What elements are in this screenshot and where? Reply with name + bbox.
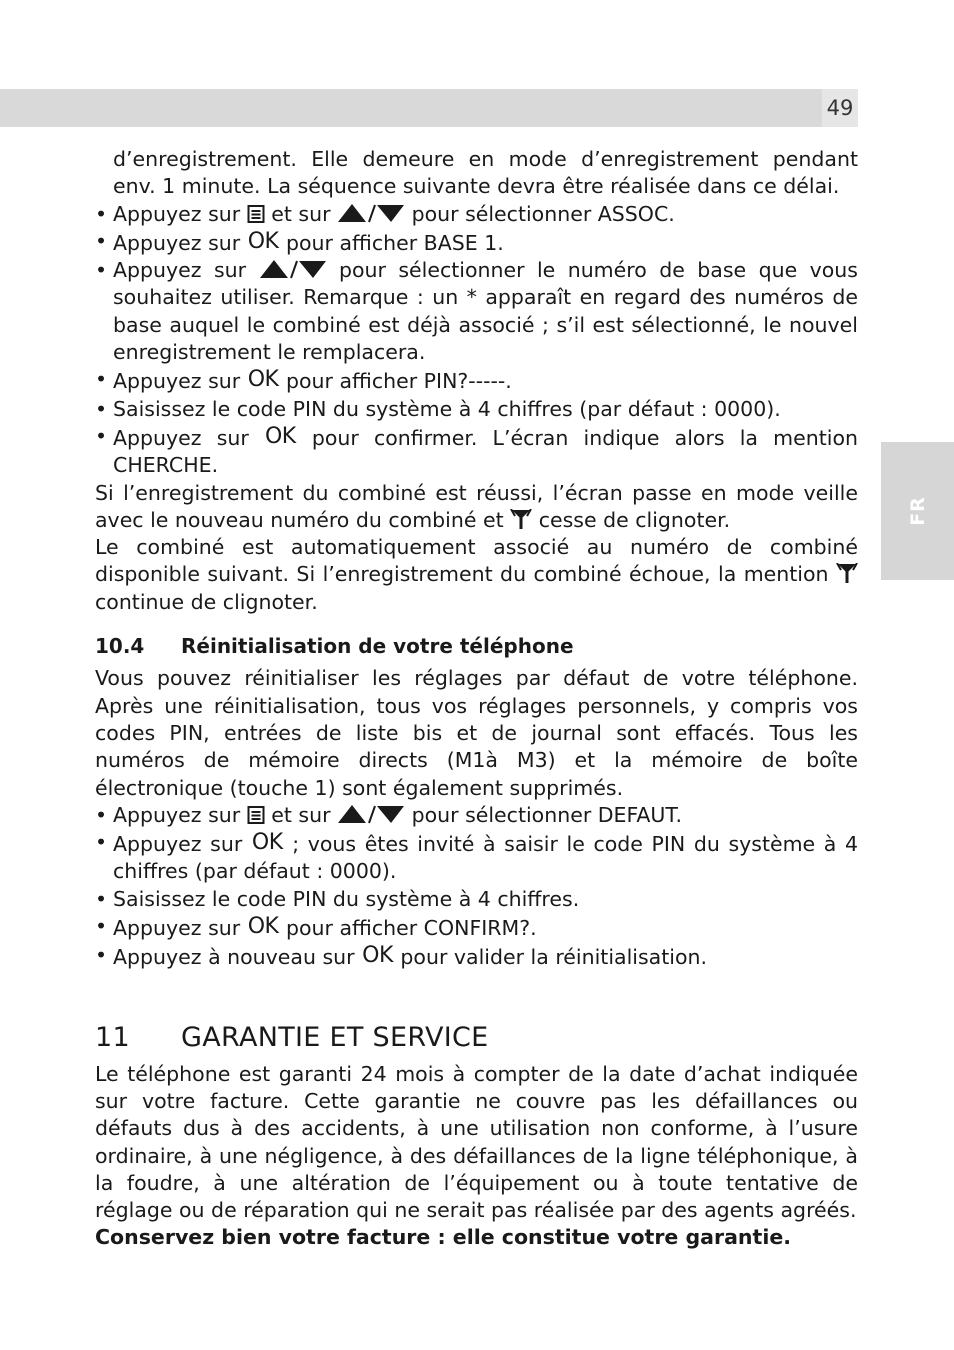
language-tab-label: FR: [906, 496, 929, 526]
chapter-number: 11: [95, 1021, 130, 1053]
chapter-heading-11: [95, 1021, 858, 1055]
list-item: • Appuyez sur OK pour afficher BASE 1.: [95, 228, 858, 257]
intro-paragraph: d’enregistrement. Elle demeure en mode d’enregistrement pendant env. 1 minute. La séquence suivante devra être réalisée dans ce délai.: [113, 147, 858, 199]
warranty-paragraph: Le téléphone est garanti 24 mois à compter de la date d’achat indiquée sur votre facture. Cette garantie ne couvre pas les défaillances ou défauts dus à des accidents, à une utilisation non conforme, à l’usure ordinaire, à une négligence, à des défaillances de la ligne téléphonique, à la foudre, à une altération de l’équipement ou à toute tentative de réglage ou de réparation qui ne serait pas réalisée par des agents agréés.: [95, 1061, 858, 1223]
ok-key-icon: OK: [247, 914, 279, 940]
list-item: • Appuyez sur pour sélectionner le numéro de base que vous souhaitez utiliser. Remarque : un * apparaît en regard des numéros de base auquel le combiné est déjà associé ; s’il est sélectionné, le nouvel enregistrement le remplacera.: [95, 257, 858, 366]
result-paragraph: Si l’enregistrement du combiné est réussi, l’écran passe en mode veille avec le nouveau numéro du combiné et cesse de clignoter.: [95, 480, 858, 532]
page-content: [95, 146, 858, 1252]
section-title: Réinitialisation de votre téléphone: [181, 634, 574, 659]
section-number: 10.4: [95, 634, 145, 659]
language-tab: [881, 442, 954, 580]
auto-association-paragraph: Le combiné est automatiquement associé au numéro de combiné disponible suivant. Si l’enregistrement du combiné échoue, la mention continue de clignoter.: [95, 535, 858, 614]
list-item: • Appuyez sur OK ; vous êtes invité à saisir le code PIN du système à 4 chiffres (par défaut : 0000).: [95, 829, 858, 886]
chapter-title: GARANTIE ET SERVICE: [181, 1021, 489, 1053]
up-down-arrow-icon: [259, 259, 327, 279]
menu-key-icon: [247, 806, 265, 824]
ok-key-icon: OK: [362, 943, 393, 969]
list-item: • Appuyez sur et sur pour sélectionner ASSOC.: [95, 201, 858, 228]
list-item: • Saisissez le code PIN du système à 4 chiffres.: [95, 886, 858, 913]
ok-key-icon: OK: [251, 830, 283, 856]
page-number: 49: [822, 89, 858, 127]
antenna-icon: [836, 563, 858, 583]
ok-key-icon: OK: [247, 367, 279, 393]
ok-key-icon: OK: [264, 423, 296, 449]
ok-key-icon: OK: [247, 228, 279, 254]
up-down-arrow-icon: [337, 203, 405, 223]
steps-list-assoc: [95, 201, 858, 480]
list-item: • Appuyez sur OK pour afficher CONFIRM?.: [95, 913, 858, 942]
reset-paragraph: Vous pouvez réinitialiser les réglages par défaut de votre téléphone. Après une réinitialisation, tous vos réglages personnels, y compris vos codes PIN, entrées de liste bis et de journal sont effacés. Tous les numéros de mémoire directs (M1à M3) et la mémoire de boîte électronique (touche 1) sont également supprimés.: [95, 666, 858, 800]
antenna-icon: [510, 509, 532, 529]
menu-key-icon: [247, 205, 265, 223]
section-heading-10-4: [95, 633, 858, 660]
steps-list-reset: [95, 802, 858, 972]
list-item: • Appuyez à nouveau sur OK pour valider la réinitialisation.: [95, 942, 858, 971]
list-item: • Saisissez le code PIN du système à 4 chiffres (par défaut : 0000).: [95, 396, 858, 423]
list-item: • Appuyez sur OK pour confirmer. L’écran indique alors la mention CHERCHE.: [95, 423, 858, 480]
list-item: • Appuyez sur OK pour afficher PIN?-----.: [95, 366, 858, 395]
header-bar: [0, 89, 822, 127]
warranty-note: Conservez bien votre facture : elle constitue votre garantie.: [95, 1225, 792, 1250]
up-down-arrow-icon: [337, 804, 405, 824]
list-item: • Appuyez sur et sur pour sélectionner DEFAUT.: [95, 802, 858, 829]
